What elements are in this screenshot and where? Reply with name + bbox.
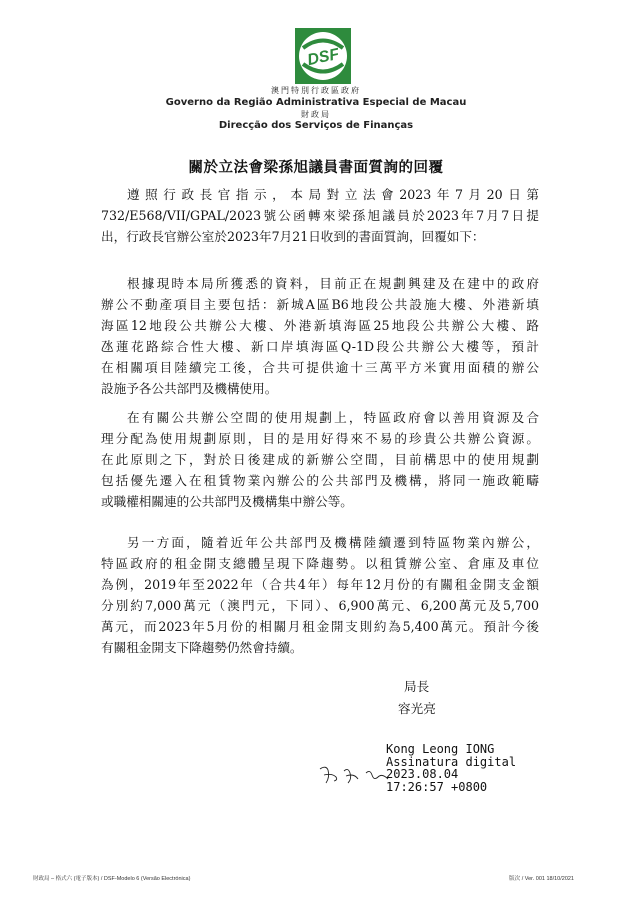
signatory-title: 局長 bbox=[404, 679, 430, 694]
paragraph-line: 根據現時本局所獲悉的資料，目前正在規劃興建及在建中的政府 bbox=[127, 276, 539, 291]
paragraph-line: 海區12地段公共辦公大樓、外港新填海區25地段公共辦公大樓、路 bbox=[101, 318, 539, 333]
paragraph-line: 理分配為使用規劃原則，目的是用好得來不易的珍貴公共辦公資源。 bbox=[101, 431, 539, 446]
paragraph-line: 為例，2019年至2022年（合共4年）每年12月份的有關租金開支金額 bbox=[101, 577, 539, 592]
paragraph-line: 出，行政長官辦公室於2023年7月21日收到的書面質詢，回覆如下： bbox=[101, 229, 485, 244]
dept-name-zh: 財政局 bbox=[301, 110, 331, 119]
digital-signature-block bbox=[386, 743, 516, 793]
gov-name-pt: Governo da Região Administrativa Especial de Macau bbox=[165, 97, 467, 108]
signatory-name: 容光亮 bbox=[398, 701, 436, 716]
dsf-logo bbox=[294, 27, 352, 85]
paragraph-3 bbox=[101, 407, 539, 512]
paragraph-line: 732/E568/VII/GPAL/2023號公函轉來梁孫旭議員於2023年7月7日提 bbox=[101, 208, 539, 223]
paragraph-4 bbox=[101, 532, 539, 658]
footer-form-code: 財政局 – 格式六 (電子版本) / DSF-Modelo 6 (Versão Electrónica) bbox=[33, 876, 191, 882]
paragraph-1 bbox=[101, 184, 539, 247]
dept-name-pt: Direcção dos Serviços de Finanças bbox=[218, 120, 414, 131]
gov-name-zh: 澳門特別行政區政府 bbox=[271, 86, 361, 95]
handwritten-signature bbox=[318, 761, 392, 791]
paragraph-line: 辦公不動產項目主要包括：新城A區B6地段公共設施大樓、外港新填 bbox=[101, 297, 539, 312]
paragraph-2 bbox=[101, 273, 539, 399]
footer-version: 版次 / Ver. 001 18/10/2021 bbox=[509, 876, 574, 882]
paragraph-line: 在此原則之下，對於日後建成的新辦公空間，目前構思中的使用規劃 bbox=[101, 452, 539, 467]
digital-signer: Kong Leong IONG bbox=[386, 742, 495, 756]
digital-label: Assinatura digital bbox=[386, 754, 517, 769]
paragraph-line: 在相關項目陸續完工後，合共可提供逾十三萬平方米實用面積的辦公 bbox=[101, 360, 539, 375]
logo-text: DSF bbox=[305, 45, 341, 70]
paragraph-line: 包括優先遷入在租賃物業內辦公的公共部門及機構，將同一施政範疇 bbox=[101, 473, 539, 488]
paragraph-line: 有關租金開支下降趨勢仍然會持續。 bbox=[101, 640, 303, 655]
paragraph-line: 萬元，而2023年5月份的相關月租金開支則約為5,400萬元。預計今後 bbox=[101, 619, 539, 634]
paragraph-line: 設施予各公共部門及機構使用。 bbox=[101, 381, 278, 396]
paragraph-line: 特區政府的租金開支總體呈現下降趨勢。以租賃辦公室、倉庫及車位 bbox=[101, 556, 539, 571]
digital-time: 17:26:57 +0800 bbox=[386, 779, 488, 794]
paragraph-line: 分別約7,000萬元（澳門元，下同）、6,900萬元、6,200萬元及5,700 bbox=[101, 598, 539, 613]
paragraph-line: 遵照行政長官指示，本局對立法會2023年7月20日第 bbox=[127, 187, 539, 202]
document-title: 關於立法會梁孫旭議員書面質詢的回覆 bbox=[188, 160, 444, 176]
paragraph-line: 另一方面，隨着近年公共部門及機構陸續遷到特區物業內辦公， bbox=[127, 535, 539, 550]
paragraph-line: 氹蓮花路綜合性大樓、新口岸填海區Q-1D段公共辦公大樓等，預計 bbox=[101, 339, 539, 354]
digital-date: 2023.08.04 bbox=[386, 767, 459, 781]
paragraph-line: 在有關公共辦公空間的使用規劃上，特區政府會以善用資源及合 bbox=[127, 410, 539, 425]
paragraph-line: 或職權相關連的公共部門及機構集中辦公等。 bbox=[101, 494, 353, 509]
